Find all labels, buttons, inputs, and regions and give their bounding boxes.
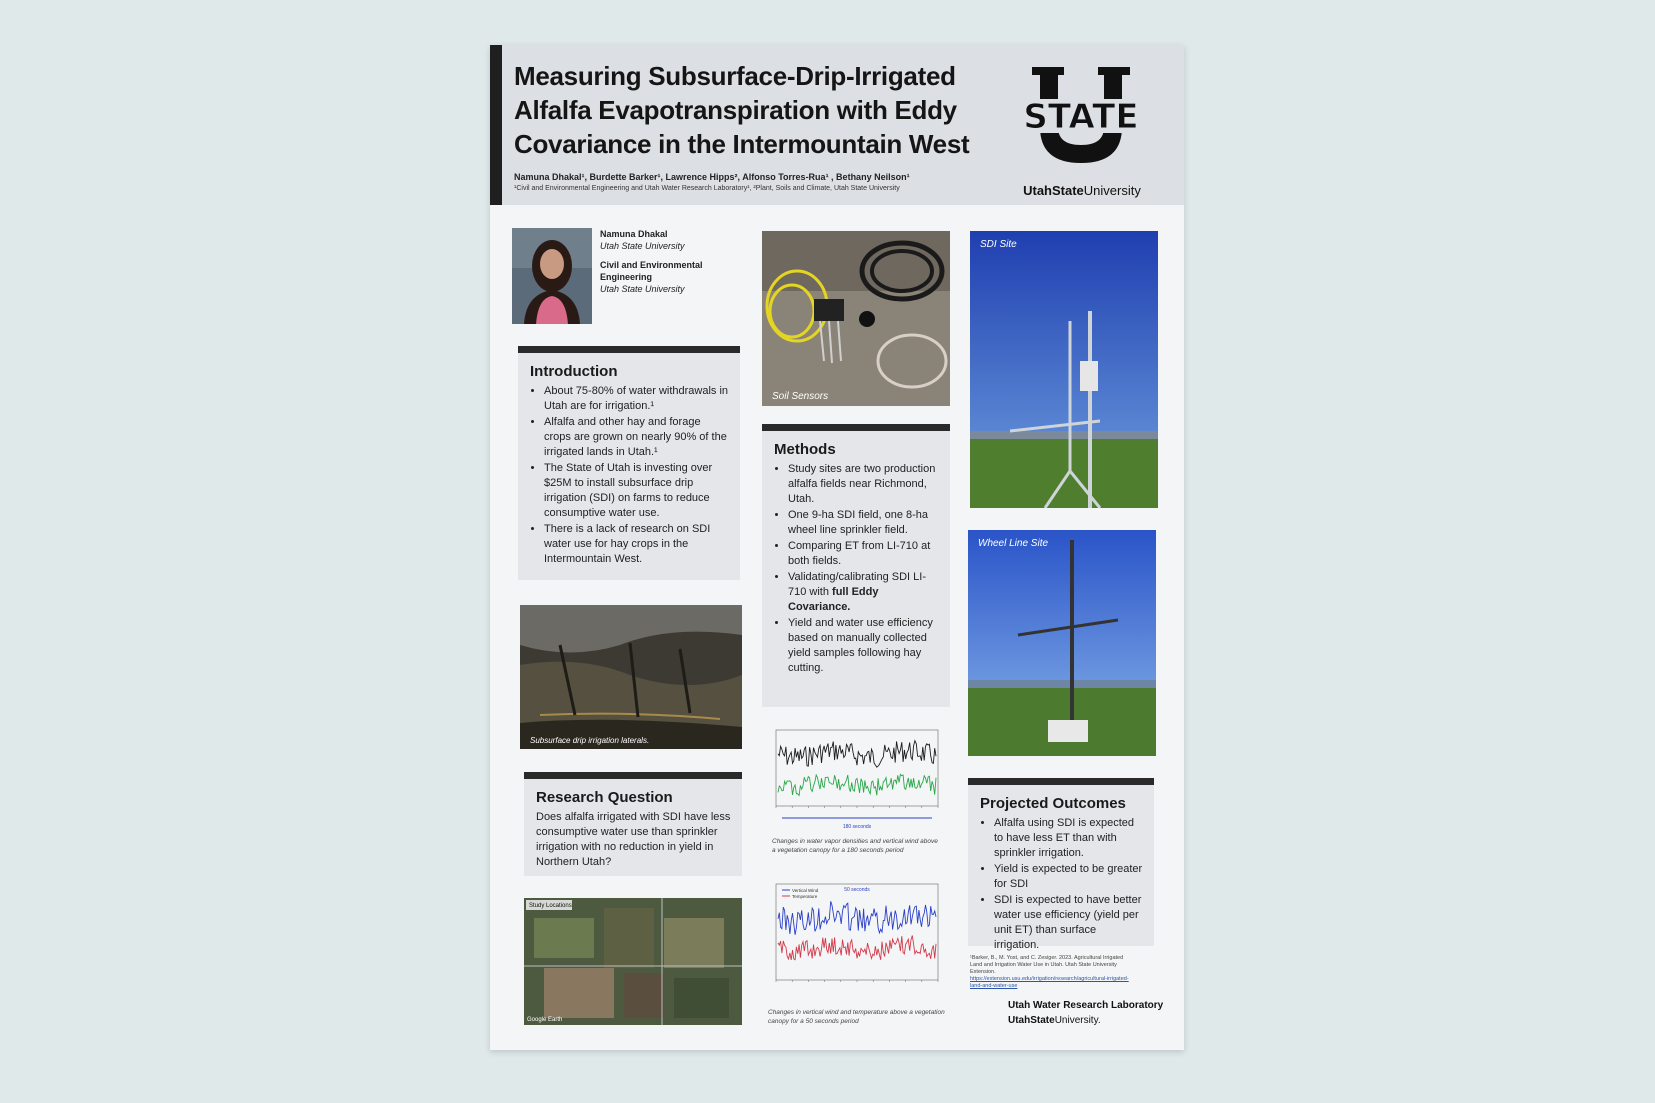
chart-wind-temperature: [762, 878, 952, 998]
drip-laterals-image: [520, 605, 742, 749]
affiliations: ¹Civil and Environmental Engineering and Utah Water Research Laboratory¹, ²Plant, Soils and Climate, Utah State University: [514, 185, 900, 192]
poster-title: [514, 59, 984, 161]
list-item: • Alfalfa and other hay and forage crops are grown on nearly 90% of the irrigated lands in Utah.¹: [544, 415, 730, 460]
list-item: [788, 570, 940, 615]
references: [970, 955, 1130, 990]
list-item: • The State of Utah is investing over $25M to install subsurface drip irrigation (SDI) on farms to reduce consumptive water use.: [544, 461, 730, 521]
series-line-red: [778, 936, 936, 960]
soil-sensors-photo: [762, 231, 950, 406]
study-map: [524, 898, 742, 1025]
author-profile: [600, 228, 730, 295]
satellite-map-image: [524, 898, 742, 1025]
drip-laterals-caption: Subsurface drip irrigation laterals.: [530, 736, 650, 745]
projected-outcomes-list: [980, 816, 1144, 953]
list-item: • Comparing ET from LI-710 at both fields.: [788, 539, 940, 569]
poster-header: [490, 45, 1184, 205]
usu-wordmark: UtahStateUniversity: [1023, 183, 1141, 198]
legend-label: Vertical Wind: [792, 888, 819, 893]
methods-item-text: Validating/calibrating SDI LI-710 with: [788, 571, 926, 598]
wheel-line-site-photo: [968, 530, 1156, 756]
legend-label: Temperature: [792, 894, 818, 899]
list-item: • About 75-80% of water withdrawals in Utah are for irrigation.¹: [544, 384, 730, 414]
map-credit: Google Earth: [527, 1017, 563, 1023]
introduction-box: [518, 346, 740, 580]
drip-laterals-photo: [520, 605, 742, 749]
list-item: • There is a lack of research on SDI water use for hay crops in the Intermountain West.: [544, 522, 730, 567]
methods-heading: Methods: [774, 441, 836, 458]
portrait-image: [512, 228, 592, 324]
plot-frame: [776, 730, 938, 806]
author-list: Namuna Dhakal¹, Burdette Barker¹, Lawrence Hipps², Alfonso Torres-Rua¹ , Bethany Neilson¹: [514, 172, 910, 182]
list-item: • Alfalfa using SDI is expected to have less ET than with sprinkler irrigation.: [994, 816, 1144, 861]
chart2-caption: Changes in vertical wind and temperature above a vegetation canopy for a 50 seconds period: [768, 1009, 945, 1025]
wheel-line-site-image: [968, 530, 1156, 756]
list-item: • Study sites are two production alfalfa fields near Richmond, Utah.: [788, 462, 940, 507]
footer-university: UtahStateUniversity.: [1008, 1015, 1101, 1026]
reference-text: ¹Barker, B., M. Yost, and C. Zesiger. 2023. Agricultural Irrigated Land and Irrigation Water Use in Utah. Utah State University Extension.: [970, 955, 1124, 975]
sdi-site-image: [970, 231, 1158, 508]
series-line-black: [778, 741, 936, 768]
series-line-blue: [778, 901, 936, 935]
methods-bold-phrase: full Eddy Covariance.: [788, 586, 879, 613]
wheel-line-site-caption: Wheel Line Site: [978, 538, 1049, 549]
chart2-span-label: 50 seconds: [844, 887, 870, 893]
list-item: • One 9-ha SDI field, one 8-ha wheel line sprinkler field.: [788, 508, 940, 538]
author-portrait: [512, 228, 592, 324]
projected-outcomes-heading: Projected Outcomes: [980, 795, 1126, 812]
title-line-3: Covariance in the Intermountain West: [514, 129, 970, 159]
soil-sensors-caption: Soil Sensors: [772, 391, 829, 402]
poster: [490, 45, 1184, 1050]
reference-link[interactable]: https://extension.usu.edu/irrigation/research/agricultural-irrigated-land-and-water-use: [970, 976, 1129, 989]
profile-institution-2: Utah State University: [600, 284, 685, 294]
list-item: • Yield is expected to be greater for SDI: [994, 862, 1144, 892]
sdi-site-photo: [970, 231, 1158, 508]
introduction-heading: Introduction: [530, 363, 618, 380]
methods-list: [774, 462, 940, 676]
usu-logo-icon: [1022, 65, 1140, 167]
research-question-box: [524, 772, 742, 876]
footer-lab: Utah Water Research Laboratory: [1008, 1000, 1164, 1011]
projected-outcomes-box: [968, 778, 1154, 951]
methods-box: [762, 424, 950, 707]
research-question-heading: Research Question: [536, 789, 673, 806]
sdi-site-caption: SDI Site: [980, 239, 1017, 250]
chart1-span-label: 180 seconds: [842, 824, 872, 830]
profile-institution: Utah State University: [600, 241, 685, 251]
profile-name: Namuna Dhakal: [600, 229, 668, 239]
list-item: • Yield and water use efficiency based on manually collected yield samples following hay cutting.: [788, 616, 940, 676]
title-line-1: Measuring Subsurface-Drip-Irrigated: [514, 61, 956, 91]
list-item: • SDI is expected to have better water use efficiency (yield per unit ET) than surface irrigation.: [994, 893, 1144, 953]
title-line-2: Alfalfa Evapotranspiration with Eddy: [514, 95, 957, 125]
chart-water-vapor: [762, 722, 952, 832]
soil-sensors-image: [762, 231, 950, 406]
research-question-text: Does alfalfa irrigated with SDI have less consumptive water use than sprinkler irrigation with no reduction in yield in Northern Utah?: [536, 811, 731, 868]
profile-department: Civil and Environmental Engineering: [600, 260, 703, 282]
map-label: Study Locations: [529, 903, 572, 909]
introduction-list: [530, 384, 730, 567]
logo-word: STATE: [1023, 97, 1139, 137]
chart1-caption: Changes in water vapor densities and vertical wind above a vegetation canopy for a 180 seconds period: [772, 838, 938, 854]
series-line-green: [778, 774, 936, 795]
